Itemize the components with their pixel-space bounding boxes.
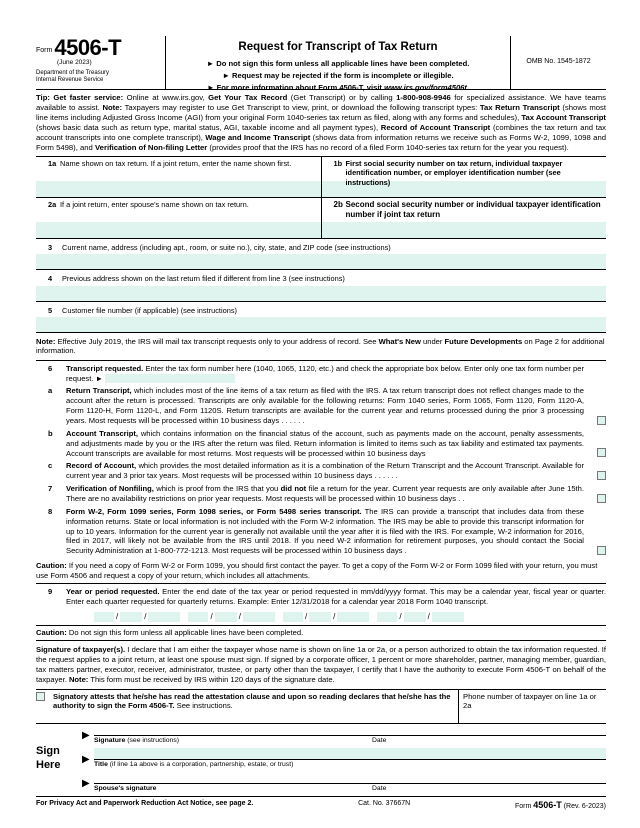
privacy-notice: For Privacy Act and Paperwork Reduction Act Notice, see page 2. — [36, 799, 254, 807]
period-date-2[interactable]: / / — [188, 612, 274, 622]
line-1b-label: First social security number on tax return, individual taxpayer identification number, or employer identification number (see instructions) — [345, 159, 563, 187]
attestation-checkbox[interactable] — [36, 692, 45, 701]
phone-label: Phone number of taxpayer on line 1a or 2a — [463, 691, 597, 711]
line-4-label: Previous address shown on the last return filed if different from line 3 (see instructions) — [62, 274, 345, 284]
spouse-ssn-field[interactable] — [322, 222, 607, 238]
line-8: 8 Form W-2, Form 1099 series, Form 1098 series, or Form 5498 series transcript. The IRS can provide a transcript that includes data from these information returns. State or local information is not included with the Form W-2 information. The IRS may be able to provide this transcript information for up to 10 years. Information for the current year is generally not available until the year after it is filed with the IRS. For example, W-2 information for 2016, filed in 2017, will likely not be available from the IRS until 2018. If you need W-2 information for retirement purposes, you should contact the Social Security Administration at 1-800-772-1213. Most requests will be processed within 10 business days . — [36, 507, 606, 556]
tax-form-number-input[interactable] — [105, 374, 235, 383]
signature-declaration: Signature of taxpayer(s). I declare that I am either the taxpayer whose name is shown on line 1a or 2a, or a person authorized to obtain the tax information requested. If the request applies to a joint return, at least one spouse must sign. If signed by a corporate officer, 1 percent or more shareholder, partner, managing member, guardian, tax matters partner, executor, receiver, administrator, trustee, or party other than the taxpayer, I certify that I have the authority to execute Form 4506-T on behalf of the taxpayer. Note: This form must be received by IRS within 120 days of the signature date. — [36, 641, 606, 689]
line-2a-label: If a joint return, enter spouse's name shown on tax return. — [60, 200, 249, 209]
customer-file-number-field[interactable] — [36, 317, 606, 333]
arrow-icon: ▶ — [82, 753, 90, 765]
period-date-fields — [36, 609, 606, 626]
record-of-account-checkbox[interactable] — [597, 471, 606, 480]
caution-sign: Caution: Do not sign this form unless all applicable lines have been completed. — [36, 626, 606, 641]
form-title: Request for Transcript of Tax Return — [238, 41, 438, 53]
period-date-4[interactable]: / / — [377, 612, 463, 622]
caution-w2: Caution: If you need a copy of Form W-2 or Form 1099, you should first contact the payer. To get a copy of the Form W-2 or Form 1099 filed with your return, you must use Form 4506 and request a copy of your return, which includes all attachments. — [36, 559, 606, 584]
date-label-2: Date — [372, 785, 387, 793]
line-1b-num: 1b — [333, 159, 343, 168]
line-3-label: Current name, address (including apt., room, or suite no.), city, state, and ZIP code (see instructions) — [62, 243, 391, 252]
return-transcript-checkbox[interactable] — [597, 416, 606, 425]
spouse-date-field[interactable] — [372, 772, 606, 784]
service: Internal Revenue Service — [36, 77, 104, 84]
form-footer — [36, 797, 606, 812]
line-6a: a Return Transcript, which includes most of the line items of a tax return as filed with the IRS. A tax return transcript does not reflect changes made to the account after the return is processed. Transcripts are only available for the following returns: Form 1040 series, Form 1065, Form 1120, Form 1120-A, Form 1120-H, Form 1120-L, and Form 1120S. Return transcripts are available for the current year and returns processed during the prior 3 processing years. Most requests will be processed within 10 business days . . . . . . — [36, 386, 606, 425]
line-4: 4 Previous address shown on the last return filed if different from line 3 (see instructions) — [48, 274, 345, 284]
sign-here-label: Sign Here — [36, 744, 61, 772]
attestation-row — [36, 690, 606, 724]
title-label: Title (if line 1a above is a corporation, partnership, estate, or trust) — [94, 761, 294, 769]
title-field[interactable] — [94, 748, 606, 760]
attestation-text: Signatory attests that he/she has read the attestation clause and upon so reading declares that he/she has the authority to sign the Form 4506-T. See instructions. — [53, 691, 451, 711]
line-7: 7 Verification of Nonfiling, which is proof from the IRS that you did not file a return for the year. Current year requests are only available after June 15th. There are no availability restrictions on prior year requests. Most requests will be processed within 10 business days . . — [36, 484, 606, 504]
form-revision: (June 2023) — [57, 59, 92, 66]
mail-note: Note: Effective July 2019, the IRS will mail tax transcript requests only to your address of record. See What's New under Future Developments on Page 2 for additional information. — [36, 333, 606, 361]
sign-here-block — [36, 724, 606, 797]
row-2 — [36, 198, 606, 239]
spouse-signature-field[interactable] — [94, 772, 372, 784]
wage-income-checkbox[interactable] — [597, 546, 606, 555]
line-2b-num: 2b — [333, 200, 343, 209]
taxpayer-name-field[interactable] — [36, 181, 321, 197]
spouse-name-field[interactable] — [36, 222, 321, 238]
form-id-block — [36, 36, 166, 89]
line-6b: b Account Transcript, which contains information on the financial status of the account, such as payments made on the account, penalty assessments, and adjustments made by you or the IRS after the return was filed. Return information is limited to items such as tax liability and estimated tax payments. Account transcripts are available for most returns. Most requests will be processed within 10 business days — [36, 429, 606, 459]
instruction-bullet-3: ► For more information about Form 4506-T, visit www.irs.gov/form4506t. — [206, 82, 470, 92]
previous-address-field[interactable] — [36, 286, 606, 302]
department: Department of the Treasury — [36, 70, 110, 77]
form-number: 4506-T — [54, 35, 122, 60]
row-1 — [36, 157, 606, 198]
phone-number-field[interactable] — [458, 690, 606, 723]
instruction-bullet-2: ► Request may be rejected if the form is incomplete or illegible. — [222, 71, 454, 81]
catalog-number: Cat. No. 37667N — [358, 799, 411, 807]
tip-paragraph: Tip: Get faster service: Online at www.irs.gov, Get Your Tax Record (Get Transcript) or by calling 1-800-908-9946 for specialized assistance. We have teams available to assist. Note: Taxpayers may register to use Get Transcript to view, print, or download the following transcript types: Tax Return Transcript (shows most line items including Adjusted Gross Income (AGI) from your original Form 1040-series tax return as filed, along with any forms and schedules), Tax Account Transcript (shows basic data such as return type, marital status, AGI, taxable income and all payment types), Record of Account Transcript (combines the tax return and tax account transcripts into one complete transcript), Wage and Income Transcript (shows data from information returns we receive such as Forms W-2, 1099, 1098 and Form 5498), and Verification of Non-filing Letter (provides proof that the IRS has no record of a filed Form 1040-series tax return for the year you request). — [36, 90, 606, 157]
signature-label: Signature (see instructions) — [94, 737, 179, 745]
line-5: 5 Customer file number (if applicable) (see instructions) — [48, 305, 237, 315]
omb-number: OMB No. 1545-1872 — [510, 36, 606, 89]
line-9: 9 Year or period requested. Enter the end date of the tax year or period requested in mm/dd/yyyy format. This may be a calendar year, fiscal year or quarter. Enter each quarter requested for quarterly returns. Example: Enter 12/31/2018 for a calendar year 2018 Form 1040 transcript. — [48, 587, 606, 607]
signature-date-field[interactable] — [372, 724, 606, 736]
line-2b-label: Second social security number or individual taxpayer identification number if joint tax return — [345, 200, 601, 219]
title-block — [166, 36, 510, 92]
transcript-options — [36, 361, 606, 556]
spouse-signature-label: Spouse's signature — [94, 785, 157, 793]
line-3: 3 Current name, address (including apt., room, or suite no.), city, state, and ZIP code (see instructions) — [48, 243, 391, 252]
account-transcript-checkbox[interactable] — [597, 448, 606, 457]
form-header — [36, 36, 606, 90]
form-word: Form — [36, 47, 53, 55]
period-date-3[interactable]: / / — [283, 612, 369, 622]
period-date-1[interactable]: / / — [94, 612, 180, 622]
signature-field[interactable] — [94, 724, 372, 736]
arrow-icon: ▶ — [82, 777, 90, 789]
line-6: 6 Transcript requested. Enter the tax form number here (1040, 1065, 1120, etc.) and check the appropriate box below. Enter only one tax form number per request. ► — [48, 363, 584, 383]
current-address-field[interactable] — [36, 254, 606, 270]
footer-form-id: Form 4506-T (Rev. 6-2023) — [514, 799, 606, 810]
verification-nonfiling-checkbox[interactable] — [597, 494, 606, 503]
date-label-1: Date — [372, 737, 387, 745]
form-url-link[interactable]: www.irs.gov/form4506t — [384, 82, 467, 92]
line-5-label: Customer file number (if applicable) (see instructions) — [62, 305, 237, 315]
instruction-bullet-1: ► Do not sign this form unless all applicable lines have been completed. — [206, 59, 470, 69]
line-2a-num: 2a — [48, 200, 57, 209]
line-1a-num: 1a — [48, 159, 57, 168]
line-6c: c Record of Account, which provides the most detailed information as it is a combination of the Return Transcript and the Account Transcript. Available for current year and 3 prior tax years. Most requests will be processed within 10 business days . . . . . . — [36, 461, 606, 481]
line-1a-label: Name shown on tax return. If a joint return, enter the name shown first. — [60, 159, 292, 168]
arrow-icon: ▶ — [82, 729, 90, 741]
